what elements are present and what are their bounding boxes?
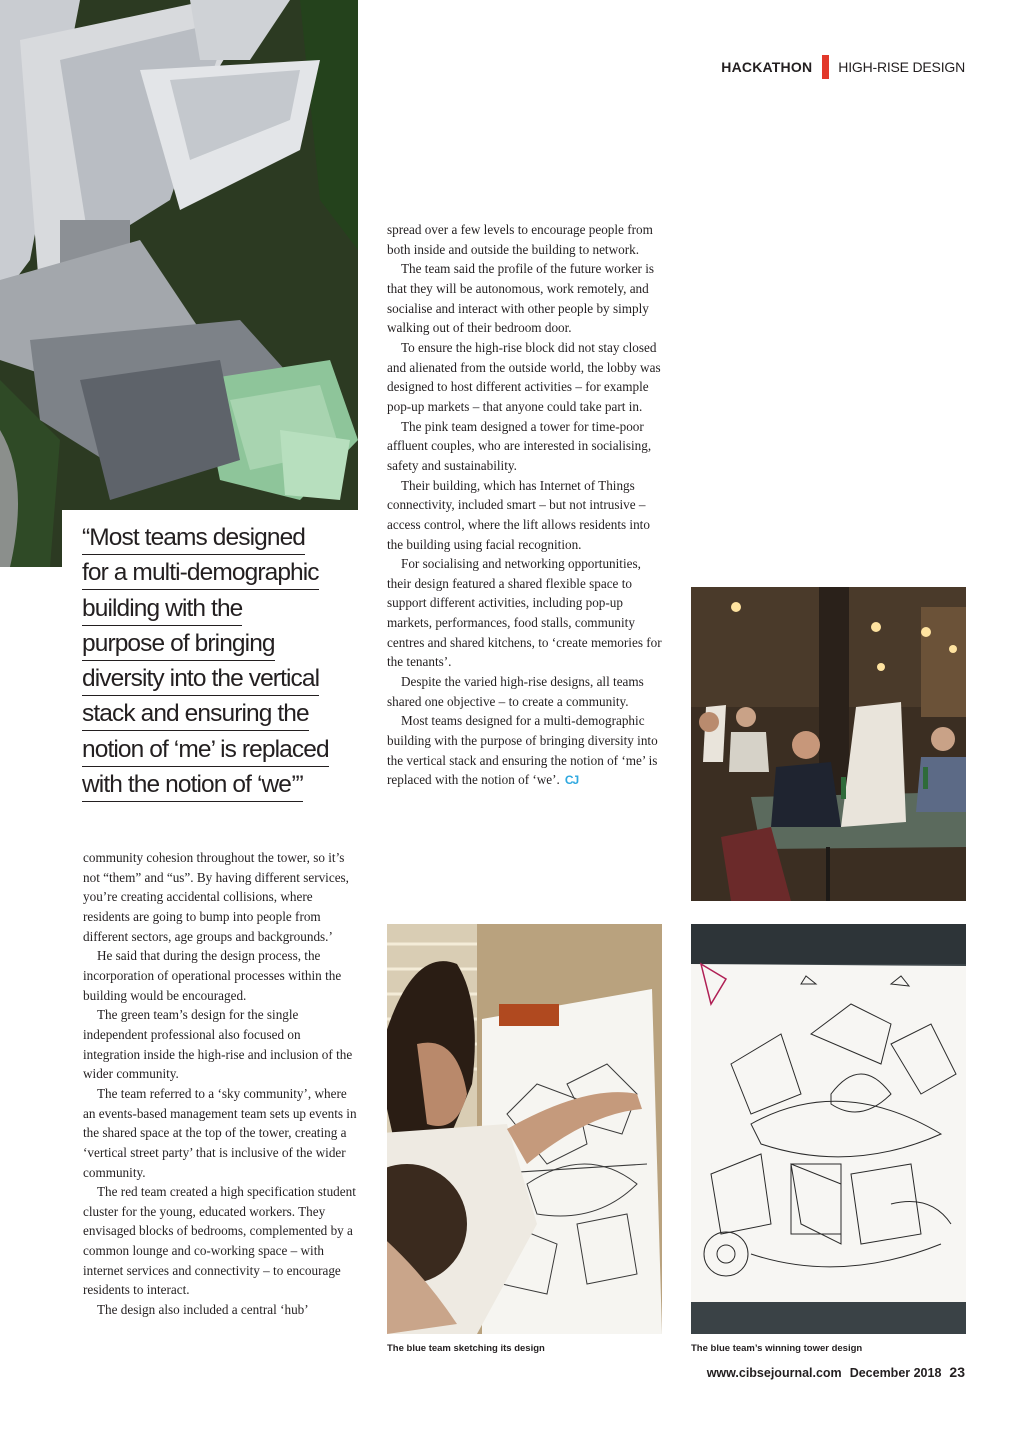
photo-caption: The blue team sketching its design [387, 1343, 545, 1354]
paragraph: The team said the profile of the future worker is that they will be autonomous, work remotely, and socialise and interact with other people by simply walking out of their bedroom door. [387, 261, 655, 336]
paragraph: The red team created a high specification student cluster for the young, educated workers. They envisaged blocks of bedrooms, complemented by a common lounge and co-working space – with internet services and connectivity – to encourage residents to interact. [83, 1184, 356, 1298]
paragraph: community cohesion throughout the tower, so it’s not “them” and “us”. By having different services, you’re creating accidental collisions, where residents are going to bump into people from different sectors, age groups and backgrounds.’ [83, 850, 349, 944]
pull-quote-line: stack and ensuring the [82, 697, 309, 731]
header-accent-bar [822, 55, 829, 79]
paragraph: Despite the varied high-rise designs, all teams shared one objective – to create a community. [387, 674, 644, 709]
topic-label: HIGH-RISE DESIGN [838, 59, 965, 75]
page-footer [707, 1364, 965, 1380]
paragraph: The green team’s design for the single independent professional also focused on integration inside the high-rise and inclusion of the wider community. [83, 1007, 353, 1082]
pull-quote-line: for a multi-demographic [82, 556, 319, 590]
footer-issue: December 2018 [849, 1366, 942, 1380]
running-header [721, 56, 965, 78]
pull-quote-line: diversity into the vertical [82, 662, 319, 696]
sketching-photo [387, 924, 662, 1334]
pull-quote-line: building with the [82, 592, 242, 626]
paragraph: The team referred to a ‘sky community’, where an events-based management team sets up events in the shared space at the top of the tower, creating a ‘vertical street party’ that is inclusive of the wider community. [83, 1085, 357, 1180]
aerial-highrise-photo [0, 0, 358, 567]
section-label: HACKATHON [721, 59, 813, 75]
tower-design-photo [691, 924, 966, 1334]
paragraph-text: Most teams designed for a multi-demographic building with the purpose of bringing diversity into the vertical stack and ensuring the notion of ‘me’ is replaced with the notion of ‘we’. [387, 713, 658, 788]
pull-quote [62, 510, 358, 808]
footer-url: www.cibsejournal.com [706, 1366, 842, 1380]
paragraph: Their building, which has Internet of Things connectivity, included smart – but not intrusive – access control, where the lift allows residents into the building using facial recognition. [387, 477, 650, 552]
pull-quote-line: notion of ‘me’ is replaced [82, 733, 329, 767]
paragraph: The design also included a central ‘hub’ [97, 1302, 309, 1318]
paragraph: The pink team designed a tower for time-poor affluent couples, who are interested in socialising, safety and sustainability. [387, 418, 652, 473]
paragraph [387, 711, 662, 791]
body-column-1 [83, 848, 358, 1320]
end-mark: CJ [564, 773, 579, 788]
pull-quote-line: with the notion of ‘we’” [82, 768, 303, 802]
photo-caption: The blue team’s winning tower design [691, 1343, 863, 1354]
pull-quote-line: “Most teams designed [82, 521, 305, 555]
body-column-2 [387, 220, 662, 791]
paragraph: To ensure the high-rise block did not stay closed and alienated from the outside world, the lobby was designed to host different activities – for example pop-up markets – that anyone could take part in. [387, 339, 661, 414]
team-meeting-photo [691, 587, 966, 901]
paragraph: He said that during the design process, the incorporation of operational processes within the building would be encouraged. [83, 948, 342, 1003]
pull-quote-line: purpose of bringing [82, 627, 275, 661]
page-number: 23 [949, 1364, 965, 1380]
paragraph: For socialising and networking opportunities, their design featured a shared flexible space to support different activities, including pop-up markets, performances, food stalls, community centres and shared kitchens, to ‘create memories for the tenants’. [387, 556, 662, 670]
paragraph: spread over a few levels to encourage people from both inside and outside the building to network. [387, 222, 653, 257]
